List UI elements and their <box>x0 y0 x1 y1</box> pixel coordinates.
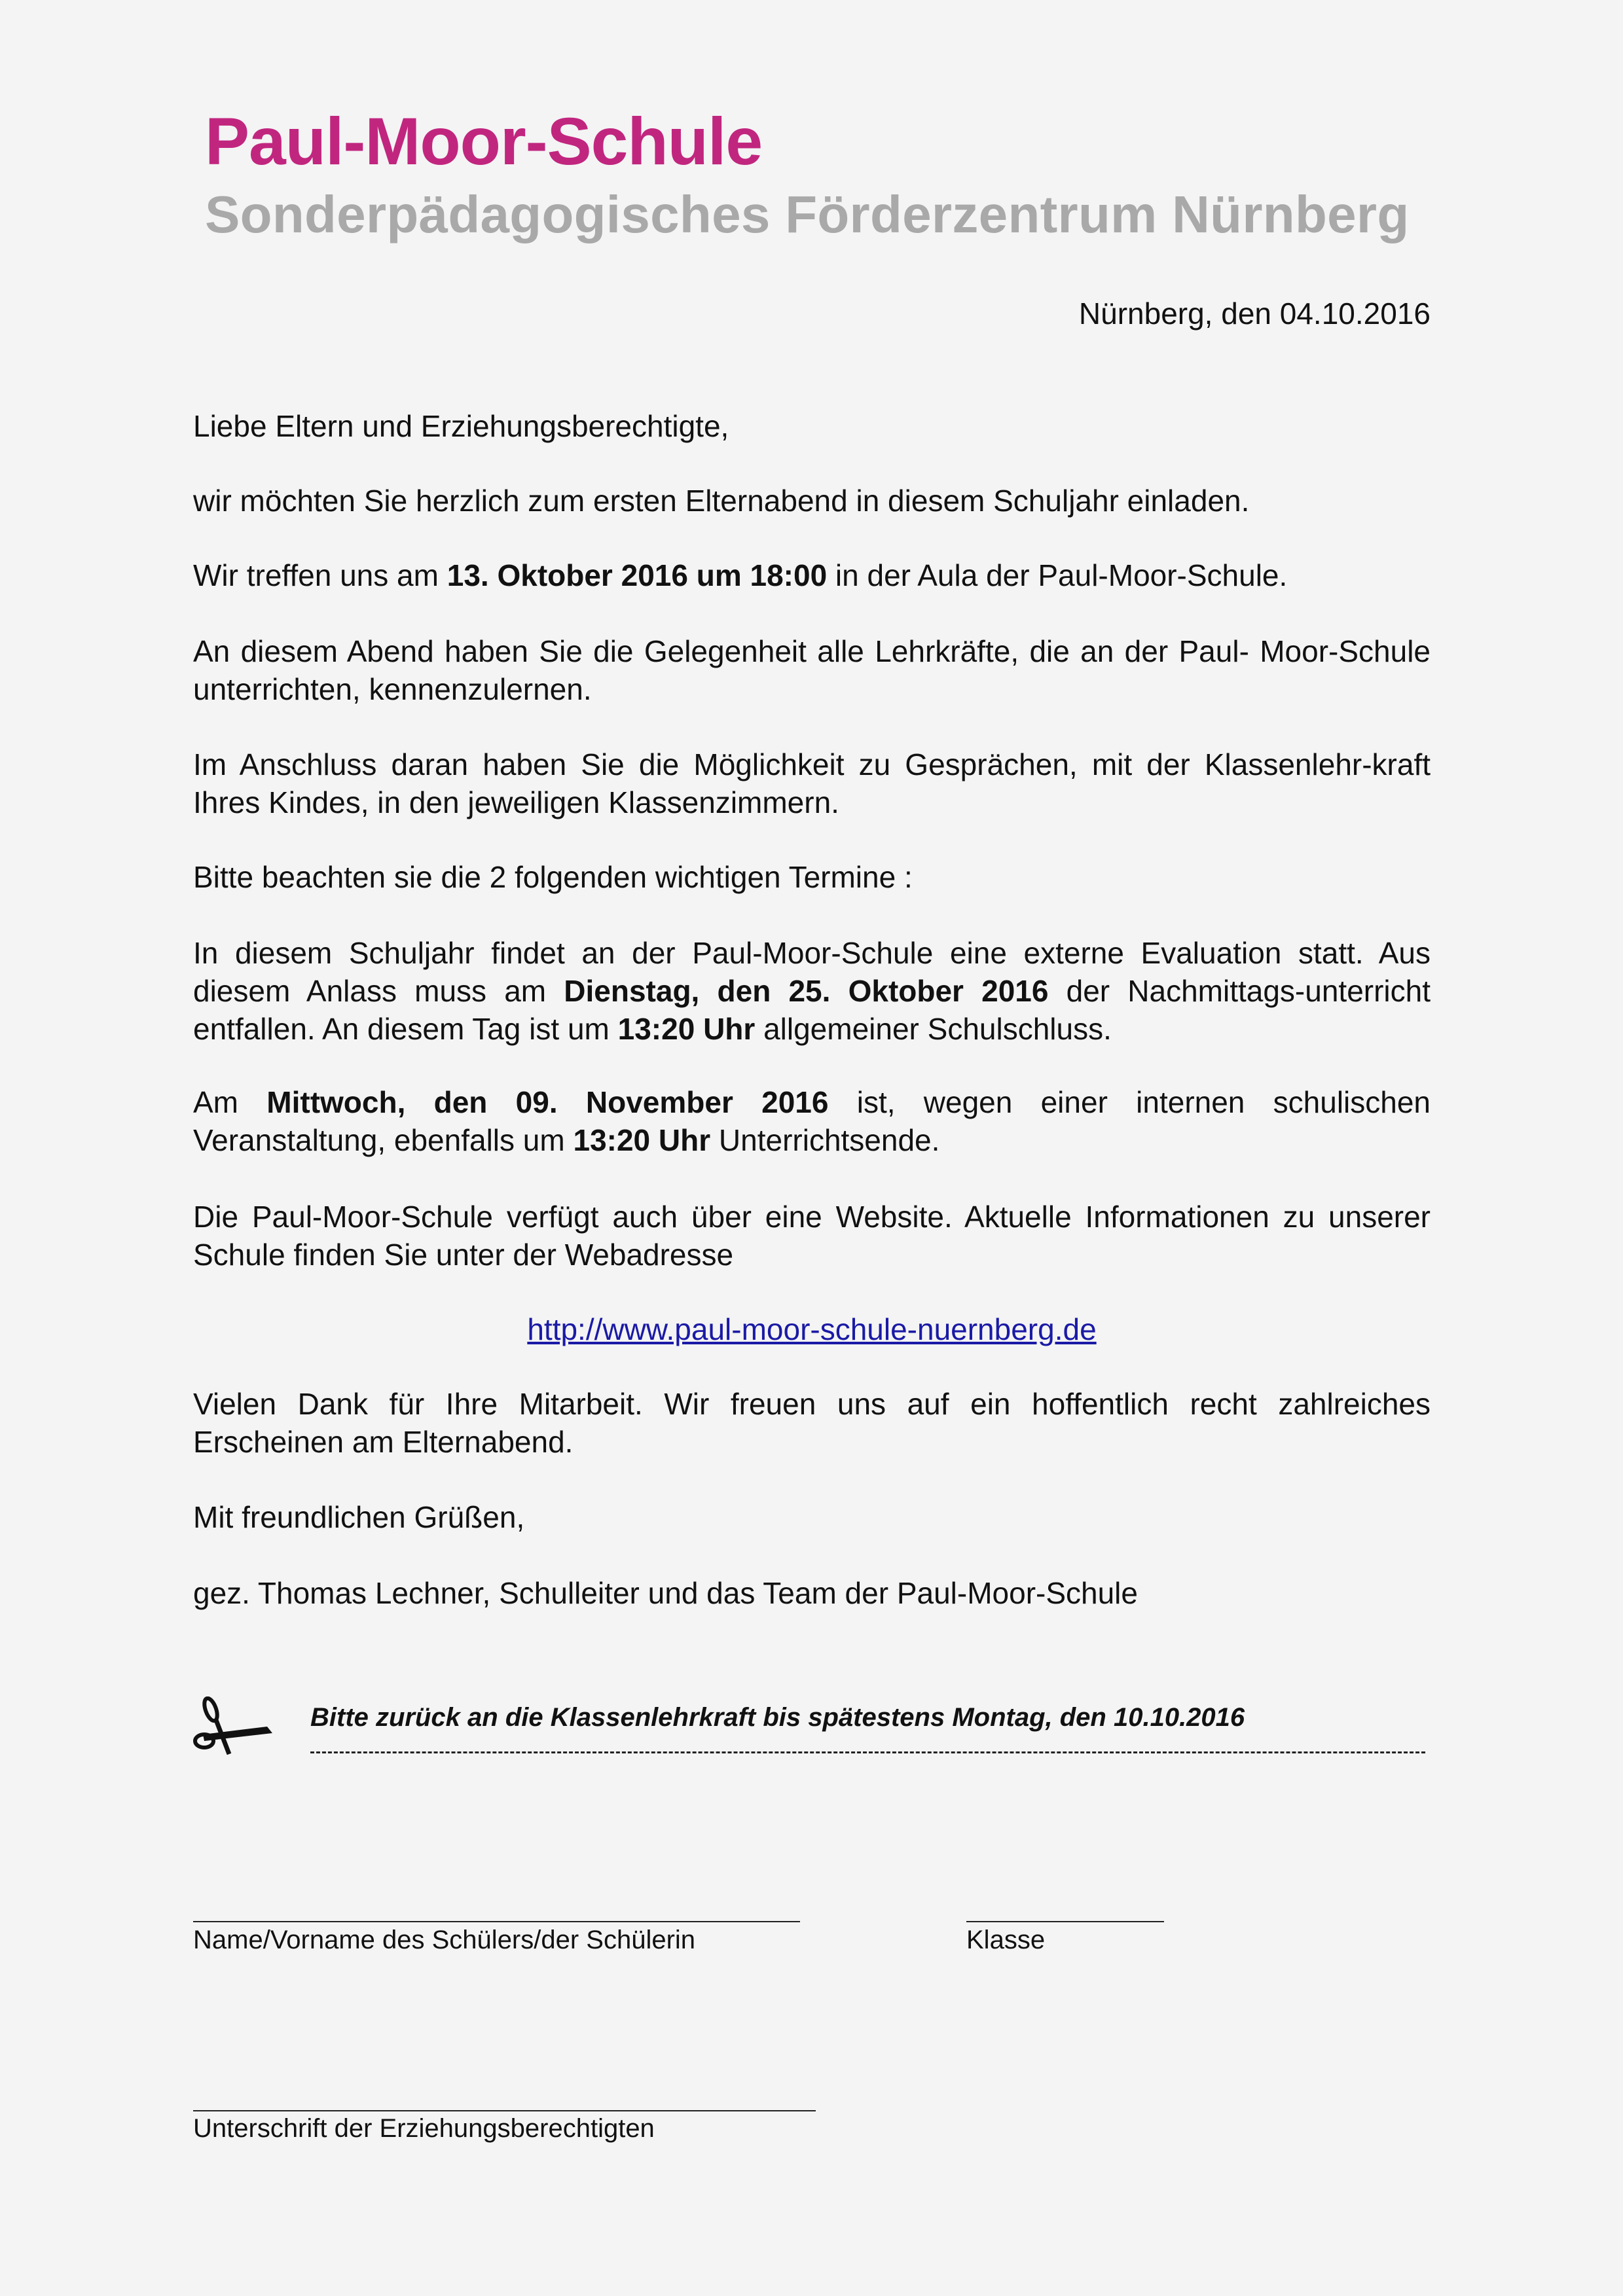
website-link-row <box>193 1310 1431 1348</box>
website-link[interactable]: http://www.paul-moor-schule-nuernberg.de <box>527 1312 1097 1346</box>
paragraph-meeting <box>193 556 1431 594</box>
return-instruction: Bitte zurück an die Klassenlehrkraft bis spätestens Montag, den 10.10.2016 <box>310 1703 1245 1732</box>
name-label: Name/Vorname des Schülers/der Schülerin <box>193 1926 696 1954</box>
class-label: Klasse <box>966 1926 1046 1954</box>
text: In diesem Schuljahr findet an der Paul-Moor-Schule eine externe Evaluation statt. Aus diesem Anlass muss am <box>193 936 1431 1008</box>
text: Am <box>193 1085 267 1119</box>
class-field-line[interactable] <box>966 1921 1164 1922</box>
meeting-date: 13. Oktober 2016 um 18:00 <box>447 558 828 592</box>
date-bold: Dienstag, den 25. Oktober 2016 <box>564 974 1049 1008</box>
cut-line <box>310 1751 1425 1753</box>
time-bold: 13:20 Uhr <box>573 1123 711 1157</box>
signature-field-line[interactable] <box>193 2110 816 2111</box>
date-bold: Mittwoch, den 09. November 2016 <box>266 1085 829 1119</box>
paragraph-website: Die Paul-Moor-Schule verfügt auch über eine Website. Aktuelle Informationen zu unserer Schule finden Sie unter der Webadresse <box>193 1200 1431 1272</box>
text: in der Aula der Paul-Moor-Schule. <box>827 558 1288 592</box>
date-line: Nürnberg, den 04.10.2016 <box>1078 296 1431 331</box>
name-field-line[interactable] <box>193 1921 800 1922</box>
text: Unterrichtsende. <box>710 1123 940 1157</box>
text: allgemeiner Schulschluss. <box>755 1012 1112 1046</box>
paragraph-teachers: An diesem Abend haben Sie die Gelegenheit alle Lehrkräfte, die an der Paul- Moor-Schule unterrichten, kennenzulernen. <box>193 634 1431 706</box>
text: Wir treffen uns am <box>193 558 447 592</box>
signature-label: Unterschrift der Erziehungsberechtigten <box>193 2114 655 2143</box>
scissors-icon <box>190 1696 282 1757</box>
school-name: Paul-Moor-Schule <box>205 104 763 179</box>
time-bold: 13:20 Uhr <box>617 1012 756 1046</box>
paragraph-dates-intro: Bitte beachten sie die 2 folgenden wichtigen Termine : <box>193 860 913 894</box>
paragraph-evaluation <box>193 934 1431 1048</box>
school-subtitle: Sonderpädagogisches Förderzentrum Nürnberg <box>205 185 1410 243</box>
greeting: Liebe Eltern und Erziehungsberechtigte, <box>193 409 729 443</box>
closing: Mit freundlichen Grüßen, <box>193 1500 525 1534</box>
paragraph-invitation: wir möchten Sie herzlich zum ersten Elternabend in diesem Schuljahr einladen. <box>193 484 1250 518</box>
paragraph-thanks: Vielen Dank für Ihre Mitarbeit. Wir freuen uns auf ein hoffentlich recht zahlreiches Erscheinen am Elternabend. <box>193 1387 1431 1459</box>
text: ist, wegen einer internen schulischen Veranstaltung, ebenfalls um <box>193 1085 1431 1157</box>
text: der Nachmittags-unterricht entfallen. An diesem Tag ist um <box>193 974 1431 1046</box>
paragraph-november <box>193 1083 1431 1159</box>
signature: gez. Thomas Lechner, Schulleiter und das Team der Paul-Moor-Schule <box>193 1576 1138 1610</box>
paragraph-conversations: Im Anschluss daran haben Sie die Möglichkeit zu Gesprächen, mit der Klassenlehr-kraft Ihres Kindes, in den jeweiligen Klassenzimmern. <box>193 747 1431 819</box>
